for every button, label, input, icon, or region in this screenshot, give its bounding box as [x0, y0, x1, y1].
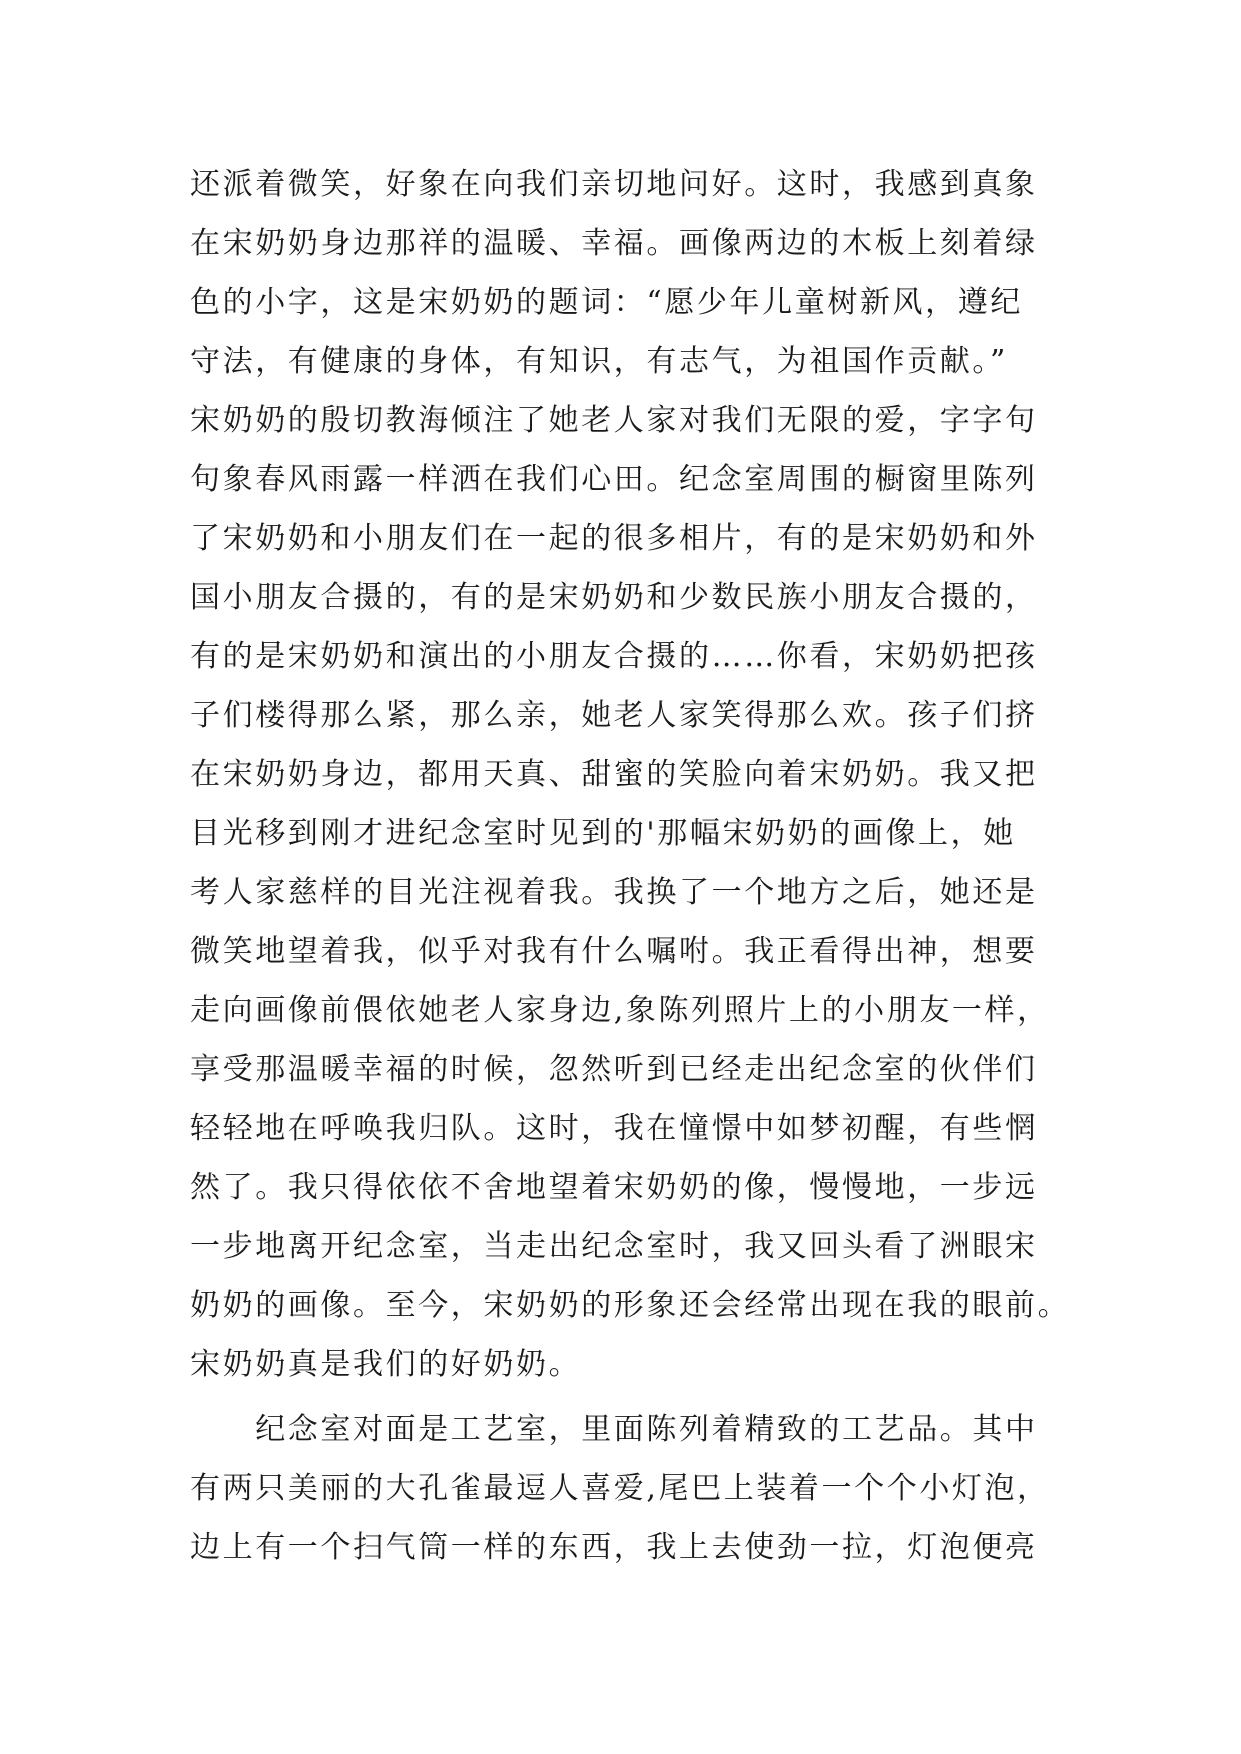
- text-line: 守法，有健康的身体，有知识，有志气，为祖国作贡献。”: [190, 344, 1008, 379]
- text-line: 了宋奶奶和小朋友们在一起的很多相片，有的是宋奶奶和外: [190, 521, 1038, 556]
- text-line: 国小朋友合摄的，有的是宋奶奶和少数民族小朋友合摄的，: [190, 580, 1038, 615]
- text-line: 微笑地望着我，似乎对我有什么嘱咐。我正看得出神，想要: [190, 934, 1038, 969]
- text-line: 宋奶奶真是我们的好奶奶。: [190, 1347, 582, 1382]
- text-line: 在宋奶奶身边，都用天真、甜蜜的笑脸向着宋奶奶。我又把: [190, 757, 1038, 792]
- text-line: 走向画像前偎依她老人家身边,象陈列照片上的小朋友一样，: [190, 993, 1050, 1028]
- text-line: 色的小字，这是宋奶奶的题词：“愿少年儿童树新风，遵纪: [190, 285, 1023, 320]
- text-line: 句象春风雨露一样洒在我们心田。纪念室周围的橱窗里陈列: [190, 462, 1038, 497]
- text-line: 有的是宋奶奶和演出的小朋友合摄的……你看，宋奶奶把孩: [190, 639, 1038, 674]
- text-line: 考人家慈样的目光注视着我。我换了一个地方之后，她还是: [190, 875, 1038, 910]
- text-line: 轻轻地在呼唤我归队。这时，我在憧憬中如梦初醒，有些惘: [190, 1111, 1038, 1146]
- text-line: 子们楼得那么紧，那么亲，她老人家笑得那么欢。孩子们挤: [190, 698, 1038, 733]
- text-line: 享受那温暖幸福的时候，忽然听到已经走出纪念室的伙伴们: [190, 1052, 1038, 1087]
- text-line: 奶奶的画像。至今，宋奶奶的形象还会经常出现在我的眼前。: [190, 1288, 1071, 1323]
- text-line: 有两只美丽的大孔雀最逗人喜爱,尾巴上装着一个个小灯泡，: [190, 1471, 1050, 1506]
- text-line: 在宋奶奶身边那祥的温暖、幸福。画像两边的木板上刻着绿: [190, 226, 1038, 261]
- text-line: 然了。我只得依依不舍地望着宋奶奶的像，慢慢地，一步远: [190, 1170, 1038, 1205]
- paragraph-start-line: 纪念室对面是工艺室，里面陈列着精致的工艺品。其中: [190, 1412, 1038, 1447]
- text-line: 边上有一个扫气筒一样的东西，我上去使劲一拉，灯泡便亮: [190, 1530, 1038, 1565]
- text-line: 还派着微笑，好象在向我们亲切地问好。这时，我感到真象: [190, 167, 1038, 202]
- body-text: [190, 155, 1070, 1577]
- text-line: 一步地离开纪念室，当走出纪念室时，我又回头看了洲眼宋: [190, 1229, 1038, 1264]
- text-line: 目光移到刚才进纪念室时见到的'那幅宋奶奶的画像上，她: [190, 816, 1016, 851]
- text-line: 宋奶奶的殷切教海倾注了她老人家对我们无限的爱，字字句: [190, 403, 1038, 438]
